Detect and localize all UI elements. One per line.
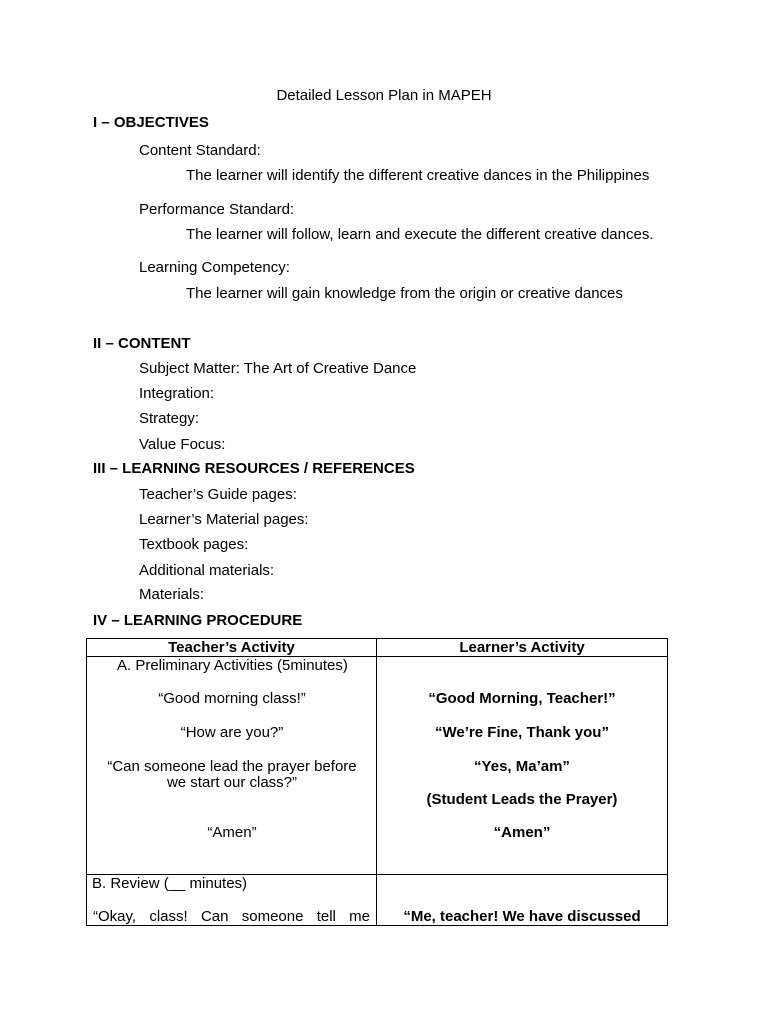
performance-standard-text: The learner will follow, learn and execute the different creative dances. bbox=[186, 226, 654, 243]
review-heading: B. Review (__ minutes) bbox=[92, 875, 248, 892]
document-title: Detailed Lesson Plan in MAPEH bbox=[276, 87, 492, 104]
objectives-heading: I – OBJECTIVES bbox=[93, 114, 209, 131]
subject-matter: Subject Matter: The Art of Creative Dance bbox=[139, 360, 417, 377]
performance-standard-label: Performance Standard: bbox=[139, 201, 295, 218]
learner-leads-prayer: (Student Leads the Prayer) bbox=[426, 791, 618, 808]
learner-yes: “Yes, Ma’am” bbox=[474, 758, 570, 775]
learners-material-label: Learner’s Material pages: bbox=[139, 511, 309, 528]
learner-activity-header: Learner’s Activity bbox=[377, 639, 668, 657]
learning-competency-text: The learner will gain knowledge from the origin or creative dances bbox=[186, 285, 623, 302]
table-row bbox=[87, 657, 668, 875]
teacher-activity-cell bbox=[87, 657, 377, 875]
learner-activity-cell bbox=[377, 657, 668, 875]
table-row bbox=[87, 875, 668, 926]
learner-amen: “Amen” bbox=[493, 824, 551, 841]
procedure-table bbox=[86, 638, 668, 926]
learner-fine: “We’re Fine, Thank you” bbox=[435, 724, 609, 741]
teacher-prayer-line-1: “Can someone lead the prayer before bbox=[107, 758, 357, 775]
teacher-greeting: “Good morning class!” bbox=[158, 690, 306, 707]
textbook-label: Textbook pages: bbox=[139, 536, 249, 553]
teacher-how-are-you: “How are you?” bbox=[180, 724, 284, 741]
learner-greeting: “Good Morning, Teacher!” bbox=[428, 690, 616, 707]
procedure-heading: IV – LEARNING PROCEDURE bbox=[93, 612, 303, 629]
teacher-activity-header: Teacher’s Activity bbox=[87, 639, 377, 657]
integration-label: Integration: bbox=[139, 385, 215, 402]
teacher-amen: “Amen” bbox=[207, 824, 257, 841]
learner-me-teacher: “Me, teacher! We have discussed bbox=[403, 908, 641, 925]
teacher-okay-class: “Okay, class! Can someone tell me bbox=[93, 908, 370, 925]
preliminary-activities: A. Preliminary Activities (5minutes) bbox=[117, 657, 348, 674]
resources-heading: III – LEARNING RESOURCES / REFERENCES bbox=[93, 460, 415, 477]
content-heading: II – CONTENT bbox=[93, 335, 191, 352]
teachers-guide-label: Teacher’s Guide pages: bbox=[139, 486, 297, 503]
learning-competency-label: Learning Competency: bbox=[139, 259, 290, 276]
content-standard-label: Content Standard: bbox=[139, 142, 261, 159]
strategy-label: Strategy: bbox=[139, 410, 200, 427]
teacher-review-cell bbox=[87, 875, 377, 926]
table-header-row bbox=[87, 639, 668, 657]
learner-review-cell bbox=[377, 875, 668, 926]
content-standard-text: The learner will identify the different creative dances in the Philippines bbox=[186, 167, 650, 184]
teacher-prayer-line-2: we start our class?” bbox=[166, 774, 298, 791]
materials-label: Materials: bbox=[139, 586, 205, 603]
additional-materials-label: Additional materials: bbox=[139, 562, 275, 579]
value-focus-label: Value Focus: bbox=[139, 436, 226, 453]
